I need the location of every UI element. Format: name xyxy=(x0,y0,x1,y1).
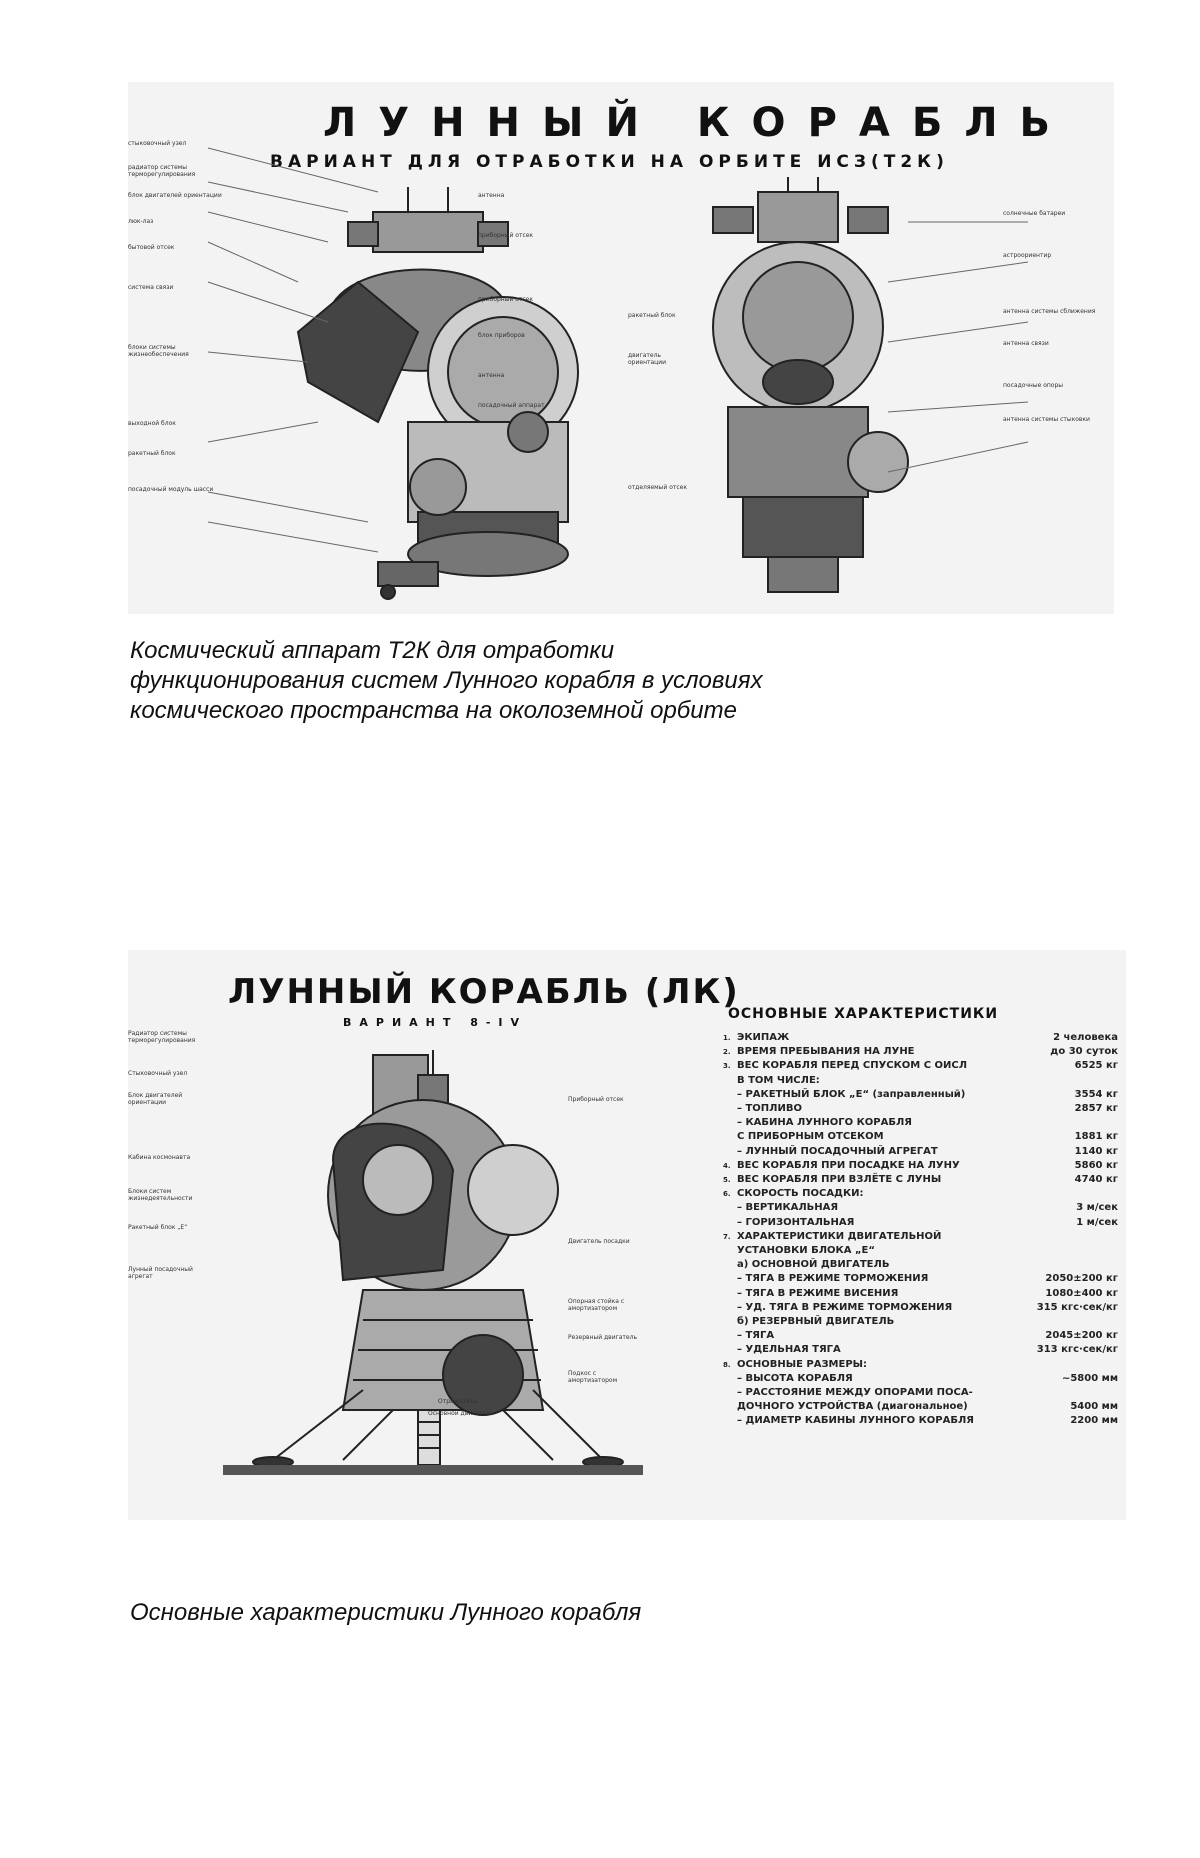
spec-number: 4. xyxy=(723,1161,731,1170)
spec-value: 2045±200 кг xyxy=(1045,1330,1118,1342)
fig1-label: антенна системы сближения xyxy=(1003,308,1096,315)
fig1-label: люк-лаз xyxy=(128,218,154,225)
spec-label: ХАРАКТЕРИСТИКИ ДВИГАТЕЛЬНОЙ xyxy=(737,1230,942,1242)
spec-value: 1080±400 кг xyxy=(1045,1287,1118,1299)
spec-row xyxy=(723,1302,1118,1316)
spec-row xyxy=(723,1160,1118,1174)
spec-label: – ДИАМЕТР КАБИНЫ ЛУННОГО КОРАБЛЯ xyxy=(737,1415,975,1427)
spec-label: УСТАНОВКИ БЛОКА „Е“ xyxy=(737,1245,875,1256)
spec-row xyxy=(723,1401,1118,1415)
figure2-caption xyxy=(130,1598,1030,1628)
fig1-label: радиатор системы терморегулирования xyxy=(128,164,196,178)
spec-value: 2050±200 кг xyxy=(1045,1273,1118,1285)
caption-line: Космический аппарат Т2К для отработки xyxy=(130,637,615,664)
spec-value: 5860 кг xyxy=(1074,1159,1118,1171)
spec-label: В ТОМ ЧИСЛЕ: xyxy=(737,1074,820,1086)
spec-row xyxy=(723,1231,1118,1245)
spec-label: а) ОСНОВНОЙ ДВИГАТЕЛЬ xyxy=(737,1259,890,1271)
spec-label: С ПРИБОРНЫМ ОТСЕКОМ xyxy=(737,1131,884,1143)
spec-row xyxy=(723,1060,1118,1074)
fig2-label: Радиатор системы терморегулирования xyxy=(128,1030,196,1044)
spec-number: 8. xyxy=(723,1360,731,1369)
figure1-caption xyxy=(130,636,1130,726)
spec-value: 5400 мм xyxy=(1070,1401,1118,1413)
spec-label: – ТЯГА В РЕЖИМЕ ТОРМОЖЕНИЯ xyxy=(737,1273,929,1285)
spec-value: 2 человека xyxy=(1053,1032,1118,1043)
spec-label: – ГОРИЗОНТАЛЬНАЯ xyxy=(737,1216,855,1228)
caption-line: функционирования систем Лунного корабля в условиях xyxy=(130,667,763,694)
spec-label: – УДЕЛЬНАЯ ТЯГА xyxy=(737,1344,841,1356)
fig2-label: Приборный отсек xyxy=(568,1096,624,1103)
spec-row xyxy=(723,1316,1118,1330)
spec-value: 1881 кг xyxy=(1074,1131,1118,1143)
fig1-label: блок двигателей ориентации xyxy=(128,192,222,199)
spec-row xyxy=(723,1117,1118,1131)
caption-line: Основные характеристики Лунного корабля xyxy=(130,1599,642,1626)
spec-value: 2857 кг xyxy=(1074,1103,1118,1114)
figure1-photo xyxy=(128,82,1114,614)
spec-number: 6. xyxy=(723,1190,731,1199)
spec-row xyxy=(723,1273,1118,1287)
figure1-leader-lines xyxy=(128,82,1114,614)
spec-label: б) РЕЗЕРВНЫЙ ДВИГАТЕЛЬ xyxy=(737,1316,895,1327)
spec-row xyxy=(723,1146,1118,1160)
spec-label: – РАССТОЯНИЕ МЕЖДУ ОПОРАМИ ПОСА- xyxy=(737,1387,973,1398)
spec-value: 3 м/сек xyxy=(1076,1202,1118,1214)
spec-row xyxy=(723,1330,1118,1344)
spec-row xyxy=(723,1288,1118,1302)
fig1-label: приборный отсек xyxy=(478,296,534,303)
fig1-label: антенна xyxy=(478,192,505,199)
spec-row xyxy=(723,1131,1118,1145)
spec-value: ~5800 мм xyxy=(1061,1372,1118,1384)
spec-label: – УД. ТЯГА В РЕЖИМЕ ТОРМОЖЕНИЯ xyxy=(737,1301,953,1313)
fig1-label: антенна xyxy=(478,372,505,379)
fig1-label: антенна системы стыковки xyxy=(1003,416,1090,423)
spec-value: 313 кгс·сек/кг xyxy=(1036,1344,1118,1356)
spec-row xyxy=(723,1344,1118,1358)
spec-row xyxy=(723,1103,1118,1117)
spec-label: – КАБИНА ЛУННОГО КОРАБЛЯ xyxy=(737,1117,912,1129)
spec-label: ДОЧНОГО УСТРОЙСТВА (диагональное) xyxy=(737,1401,968,1413)
fig2-label: Отражатель xyxy=(438,1398,478,1405)
spec-row xyxy=(723,1032,1118,1046)
spec-label: ЭКИПАЖ xyxy=(737,1032,790,1043)
fig1-label: стыковочный узел xyxy=(128,140,187,147)
fig1-label: двигатель ориентации xyxy=(628,352,667,366)
spec-value: 4740 кг xyxy=(1074,1174,1118,1185)
fig1-label: бытовой отсек xyxy=(128,244,175,251)
spec-row xyxy=(723,1174,1118,1188)
spec-row xyxy=(723,1089,1118,1103)
spec-number: 2. xyxy=(723,1048,731,1057)
spec-number: 1. xyxy=(723,1034,731,1042)
spec-row xyxy=(723,1387,1118,1401)
spec-row xyxy=(723,1046,1118,1060)
fig1-label: посадочный аппарат xyxy=(478,402,545,409)
fig1-label: посадочные опоры xyxy=(1003,382,1064,389)
spec-value: 1 м/сек xyxy=(1076,1216,1118,1228)
figure2-subtitle: ВАРИАНТ 8-IV xyxy=(343,1016,528,1029)
spec-row xyxy=(723,1259,1118,1273)
spec-row xyxy=(723,1202,1118,1216)
fig1-label: ракетный блок xyxy=(628,312,676,319)
spec-label: – ТОПЛИВО xyxy=(737,1103,802,1114)
fig2-label: Стыковочный узел xyxy=(128,1070,188,1077)
spec-label: ВЕС КОРАБЛЯ ПРИ ПОСАДКЕ НА ЛУНУ xyxy=(737,1159,960,1171)
specs-heading: ОСНОВНЫЕ ХАРАКТЕРИСТИКИ xyxy=(728,1006,999,1022)
fig1-label: блок приборов xyxy=(478,332,525,339)
spec-label: ОСНОВНЫЕ РАЗМЕРЫ: xyxy=(737,1358,868,1370)
spec-value: 315 кгс·сек/кг xyxy=(1036,1301,1118,1313)
spec-row xyxy=(723,1359,1118,1373)
fig2-label: Опорная стойка с амортизатором xyxy=(568,1298,625,1312)
fig1-label: система связи xyxy=(128,284,174,291)
spec-label: ВРЕМЯ ПРЕБЫВАНИЯ НА ЛУНЕ xyxy=(737,1046,915,1058)
fig1-label: отделяемый отсек xyxy=(628,484,687,491)
fig1-label: приборный отсек xyxy=(478,232,534,239)
spec-row xyxy=(723,1075,1118,1089)
fig2-label: Блоки систем жизнедеятельности xyxy=(128,1188,193,1202)
spec-row xyxy=(723,1373,1118,1387)
spec-value: 1140 кг xyxy=(1074,1145,1118,1157)
figure2-title: ЛУННЫЙ КОРАБЛЬ (ЛК) xyxy=(228,972,740,1012)
fig2-label: Двигатель посадки xyxy=(568,1238,630,1245)
figure1-subtitle: ВАРИАНТ ДЛЯ ОТРАБОТКИ НА ОРБИТЕ ИСЗ(Т2К) xyxy=(270,152,949,172)
fig1-label: антенна связи xyxy=(1003,340,1049,347)
fig2-label: Основной двигатель xyxy=(428,1410,494,1417)
fig2-label: Подкос с амортизатором xyxy=(568,1370,618,1384)
figure1-title: ЛУННЫЙ КОРАБЛЬ xyxy=(323,100,1073,146)
fig1-label: солнечные батареи xyxy=(1003,210,1066,217)
fig1-label: ракетный блок xyxy=(128,450,176,457)
figure2-photo xyxy=(128,950,1126,1520)
spec-label: – ВЕРТИКАЛЬНАЯ xyxy=(737,1202,839,1214)
spec-label: – ТЯГА В РЕЖИМЕ ВИСЕНИЯ xyxy=(737,1287,899,1299)
spec-row xyxy=(723,1217,1118,1231)
spec-label: ВЕС КОРАБЛЯ ПЕРЕД СПУСКОМ С ОИСЛ xyxy=(737,1060,968,1072)
fig2-label: Блок двигателей ориентации xyxy=(128,1092,183,1106)
spec-value: 6525 кг xyxy=(1074,1060,1118,1072)
spec-number: 7. xyxy=(723,1232,731,1241)
spec-row xyxy=(723,1245,1118,1259)
spec-value: 3554 кг xyxy=(1074,1088,1118,1100)
fig2-label: Резервный двигатель xyxy=(568,1334,637,1341)
spec-label: СКОРОСТЬ ПОСАДКИ: xyxy=(737,1188,864,1200)
fig1-label: блоки системы жизнеобеспечения xyxy=(128,344,189,358)
fig1-label: выходной блок xyxy=(128,420,176,427)
spec-number: 3. xyxy=(723,1062,731,1071)
fig1-label: посадочный модуль шасси xyxy=(128,486,214,493)
spec-label: – ВЫСОТА КОРАБЛЯ xyxy=(737,1372,853,1384)
spec-value: 2200 мм xyxy=(1070,1415,1118,1427)
specs-table xyxy=(723,1032,1118,1432)
fig2-label: Лунный посадочный агрегат xyxy=(128,1266,193,1280)
spec-row xyxy=(723,1188,1118,1202)
spec-value: до 30 суток xyxy=(1050,1046,1118,1058)
caption-line: космического пространства на околоземной орбите xyxy=(130,697,737,724)
spec-label: – РАКЕТНЫЙ БЛОК „Е“ (заправленный) xyxy=(737,1088,966,1100)
spec-label: ВЕС КОРАБЛЯ ПРИ ВЗЛЁТЕ С ЛУНЫ xyxy=(737,1174,942,1185)
fig2-label: Ракетный блок „Е“ xyxy=(128,1224,188,1231)
spec-row xyxy=(723,1415,1118,1429)
spec-label: – ЛУННЫЙ ПОСАДОЧНЫЙ АГРЕГАТ xyxy=(737,1145,938,1157)
fig2-label: Кабина космонавта xyxy=(128,1154,191,1161)
spec-label: – ТЯГА xyxy=(737,1330,775,1342)
spec-number: 5. xyxy=(723,1176,731,1184)
fig1-label: астроориентир xyxy=(1003,252,1052,259)
